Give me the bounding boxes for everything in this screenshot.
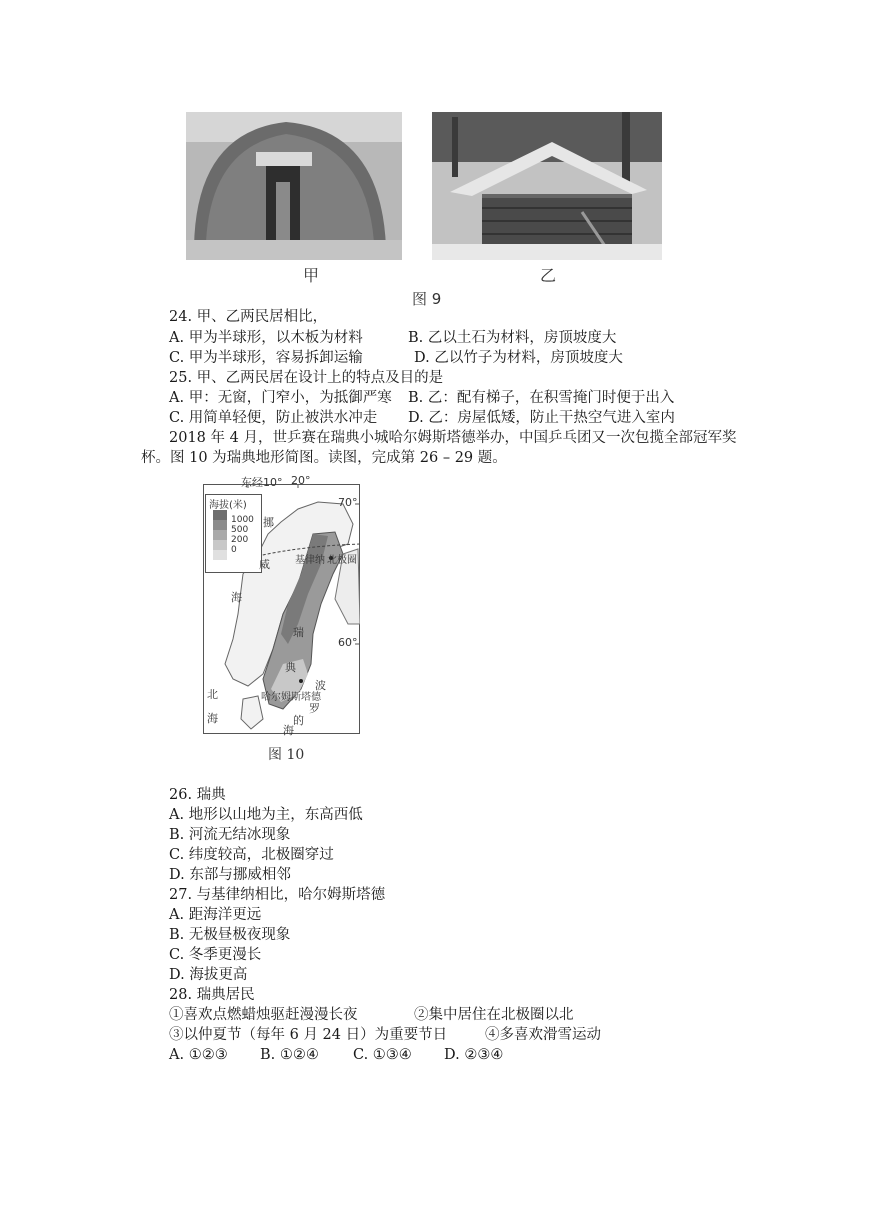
q24-option-d: D. 乙以竹子为材料，房顶坡度大	[414, 350, 623, 366]
q25-stem: 25. 甲、乙两民居在设计上的特点及目的是	[169, 370, 444, 386]
q25-option-b: B. 乙：配有梯子，在积雪掩门时便于出入	[408, 390, 675, 406]
legend-200: 200	[231, 535, 249, 545]
q25-option-a: A. 甲：无窗，门窄小，为抵御严寒	[169, 390, 392, 406]
legend-1000: 1000	[231, 515, 254, 525]
label-hai-3: 海	[283, 724, 294, 737]
intro-line-2: 杯。图 10 为瑞典地形简图。读图，完成第 26 – 29 题。	[141, 450, 507, 466]
label-nuo: 挪	[263, 516, 274, 529]
figure10-caption: 图 10	[268, 747, 305, 763]
figure9-caption: 图 9	[412, 290, 442, 308]
q28-option-b: B. ①②④	[260, 1047, 319, 1063]
q24-option-a: A. 甲为半球形，以木板为材料	[169, 330, 363, 346]
q28-statement-1: ①喜欢点燃蜡烛驱赶漫漫长夜	[169, 1007, 358, 1023]
q27-option-d: D. 海拔更高	[169, 967, 248, 983]
log-cabin-image	[432, 112, 662, 260]
label-rui: 瑞	[293, 626, 304, 639]
q28-statement-3: ③以仲夏节（每年 6 月 24 日）为重要节日	[169, 1027, 448, 1043]
q24-stem: 24. 甲、乙两民居相比，	[169, 309, 328, 325]
label-beijiquan: 北极圈	[327, 555, 357, 566]
q26-option-a: A. 地形以山地为主，东高西低	[169, 807, 363, 823]
photo-jia-dwelling	[186, 112, 402, 260]
q26-option-b: B. 河流无结冰现象	[169, 827, 291, 843]
sweden-terrain-map	[203, 474, 360, 737]
label-bo: 波	[315, 679, 326, 692]
label-jia: 甲	[303, 266, 320, 285]
q27-option-a: A. 距海洋更远	[169, 907, 262, 923]
q27-stem: 27. 与基律纳相比，哈尔姆斯塔德	[169, 887, 386, 903]
lon-20-label: 20°	[291, 474, 311, 487]
lon-10-label: 东经10°	[241, 476, 283, 489]
q27-option-c: C. 冬季更漫长	[169, 947, 262, 963]
q28-statement-4: ④多喜欢滑雪运动	[485, 1027, 601, 1043]
lat-70-label: 70°	[338, 496, 358, 509]
legend-500: 500	[231, 525, 249, 535]
yurt-image	[186, 112, 402, 260]
photo-yi-dwelling	[432, 112, 662, 260]
intro-line-1: 2018 年 4 月，世乒赛在瑞典小城哈尔姆斯塔德举办，中国乒乓团又一次包揽全部冠军奖	[169, 430, 737, 446]
q26-option-c: C. 纬度较高，北极圈穿过	[169, 847, 334, 863]
q26-option-d: D. 东部与挪威相邻	[169, 867, 291, 883]
label-hai: 海	[231, 591, 242, 604]
label-yi: 乙	[540, 266, 557, 285]
q28-statement-2: ②集中居住在北极圈以北	[414, 1007, 574, 1023]
label-halmstad: 哈尔姆斯塔德	[261, 692, 321, 703]
q26-stem: 26. 瑞典	[169, 787, 226, 803]
legend-title: 海拔(米)	[209, 500, 247, 511]
q27-option-b: B. 无极昼极夜现象	[169, 927, 291, 943]
q28-option-a: A. ①②③	[169, 1047, 228, 1063]
label-jilvna: 基律纳	[295, 555, 325, 566]
lat-60-label: 60°	[338, 636, 358, 649]
q28-option-c: C. ①③④	[353, 1047, 412, 1063]
label-luo: 罗	[309, 702, 320, 715]
label-hai-2: 海	[207, 712, 218, 725]
q28-stem: 28. 瑞典居民	[169, 987, 255, 1003]
q24-option-b: B. 乙以土石为材料，房顶坡度大	[408, 330, 617, 346]
q28-option-d: D. ②③④	[444, 1047, 504, 1063]
label-bei: 北	[207, 688, 218, 701]
label-de: 的	[293, 714, 304, 727]
q24-option-c: C. 甲为半球形，容易拆卸运输	[169, 350, 363, 366]
label-dian: 典	[285, 661, 296, 674]
label-wei: 威	[259, 558, 270, 571]
q25-option-c: C. 用简单轻便，防止被洪水冲走	[169, 410, 378, 426]
q25-option-d: D. 乙：房屋低矮，防止干热空气进入室内	[408, 410, 675, 426]
legend-0: 0	[231, 545, 237, 555]
